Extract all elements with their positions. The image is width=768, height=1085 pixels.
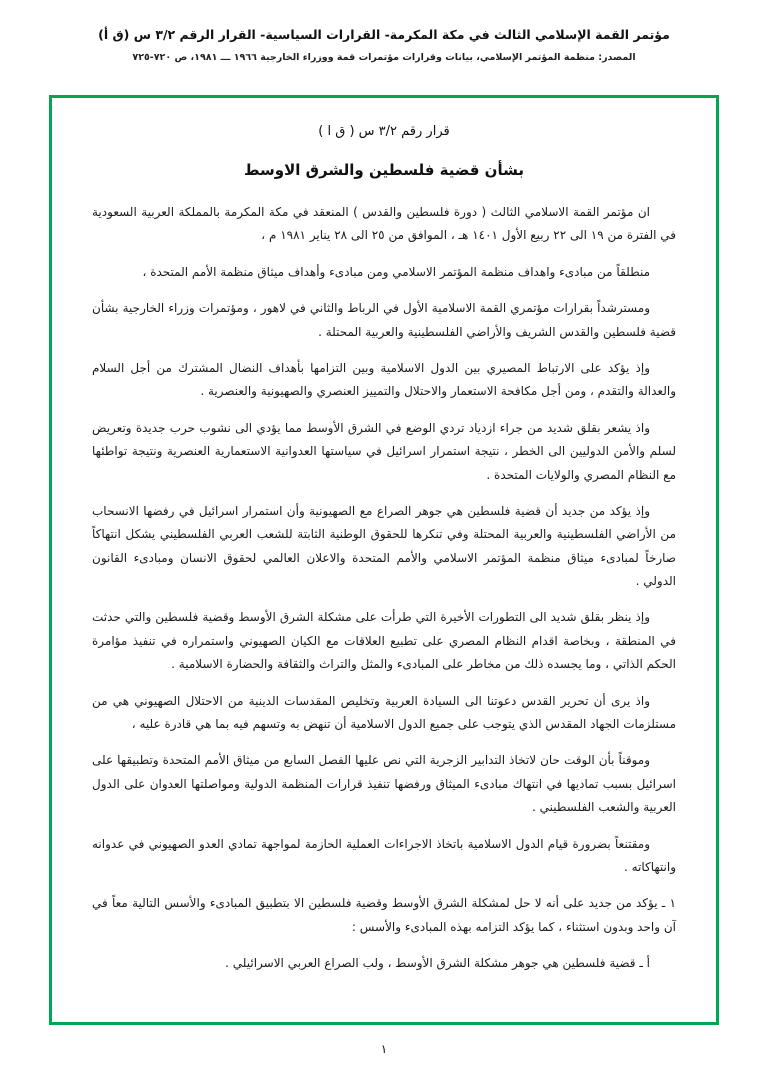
paragraph: ومقتنعاً بضرورة قيام الدول الاسلامية باتخاذ الاجراءات العملية الحازمة لمواجهة تمادي العدو الصهيوني في عدوانه وانتهاكاته . (92, 836, 676, 874)
numbered-item: ١ ـ يؤكد من جديد على أنه لا حل لمشكلة الشرق الأوسط وقضية فلسطين الا بتطبيق المبادىء والأسس التالية معاً في آن واحد وبدون استثناء ، كما يؤكد التزامه بهذه المبادىء والأسس : (92, 896, 676, 934)
paragraph: واذ يشعر بقلق شديد من جراء ازدياد تردي الوضع في الشرق الأوسط مما يؤدي الى نشوب حرب جديدة وتعريض لسلم والأمن الدوليين الى الخطر ، نتيجة استمرار اسرائيل في سياستها العدوانية الاستعمارية العنصرية ونتيجة تواطئها مع النظام المصري والولايات المتحدة . (92, 420, 676, 482)
paragraph: وموقناً بأن الوقت حان لاتخاذ التدابير الزجرية التي نص عليها الفصل السابع من ميثاق الأمم المتحدة وتطبيقها على اسرائيل بسبب تماديها في انتهاك مبادىء الميثاق ورفضها تنفيذ قرارات المنظمة الدولية ومواصلتها العدوان على الدول العربية والشعب الفلسطيني . (92, 753, 676, 815)
page-number: ١ (380, 1042, 388, 1056)
lettered-item: أ ـ قضية فلسطين هي جوهر مشكلة الشرق الأوسط ، ولب الصراع العربي الاسرائيلي . (225, 956, 650, 971)
paragraph: وإذ يؤكد على الارتباط المصيري بين الدول الاسلامية وبين التزامها بأهداف النضال المشترك من أجل السلام والعدالة والتقدم ، ومن أجل مكافحة الاستعمار والاحتلال والتمييز العنصري والصهيونية والعنصرية . (92, 360, 676, 399)
document-frame (49, 95, 719, 1025)
paragraph: ان مؤتمر القمة الاسلامي الثالث ( دورة فلسطين والقدس ) المنعقد في مكة المكرمة بالمملكة العربية السعودية في الفترة من ١٩ الى ٢٢ ربيع الأول ١٤٠١ هـ ، الموافق من ٢٥ الى ٢٨ يناير ١٩٨١ م ، (92, 205, 676, 243)
header-title: مؤتمر القمة الإسلامي الثالث في مكة المكرمة- القرارات السياسية- القرار الرقم ٣/٢ س (ق أ) (98, 27, 670, 42)
resolution-subject: بشأن قضية فلسطين والشرق الاوسط (243, 161, 525, 179)
paragraph: وإذ يؤكد من جديد أن قضية فلسطين هي جوهر الصراع مع الصهيونية وأن استمرار اسرائيل في رفضها الانسحاب من الأراضي الفلسطينية والعربية المحتلة وفي تنكرها للحقوق الوطنية الثابتة للشعب العربي الفلسطيني يشكل انتهاكاً صارخاً لمبادىء ميثاق منظمة المؤتمر الاسلامي والأمم المتحدة والاعلان العالمي لحقوق الانسان ومبادىء القانون الدولي . (92, 503, 676, 589)
paragraph: واذ يرى أن تحرير القدس دعوتنا الى السيادة العربية وتخليص المقدسات الدينية من الاحتلال الصهيوني هي من مستلزمات الجهاد المقدس الذي يتوجب على جميع الدول الاسلامية أن تنهض به وتسهم فيه بما هي قادرة عليه ، (92, 693, 676, 732)
paragraph: منطلقاً من مبادىء واهداف منظمة المؤتمر الاسلامي ومن مبادىء وأهداف ميثاق منظمة الأمم المتحدة ، (142, 264, 650, 279)
page-header (0, 0, 768, 65)
resolution-number: قرار رقم ٣/٢ س ( ق ا ) (318, 124, 450, 139)
paragraph: ومسترشداً بقرارات مؤتمري القمة الاسلامية الأول في الرباط والثاني في لاهور ، ومؤتمرات وزراء الخارجية بشأن قضية فلسطين والقدس الشريف والأراضي الفلسطينية والعربية المحتلة . (92, 301, 676, 339)
document-body (52, 98, 716, 1009)
header-source: المصدر: منظمة المؤتمر الإسلامي، بيانات وقرارات مؤتمرات قمة ووزراء الخارجية ١٩٦٦ ـــ ١٩٨١، ص ٧٢٠-٧٢٥ (132, 51, 636, 63)
paragraph: وإذ ينظر بقلق شديد الى التطورات الأخيرة التي طرأت على مشكلة الشرق الأوسط وقضية فلسطين والتي حدثت في المنطقة ، وبخاصة اقدام النظام المصري على تطبيع العلاقات مع الكيان الصهيوني واستمراره في تنفيذ مؤامرة الحكم الذاتي ، وما يجسده ذلك من مخاطر على المبادىء والمثل والتراث والثقافة والحضارة الاسلامية . (92, 610, 676, 672)
